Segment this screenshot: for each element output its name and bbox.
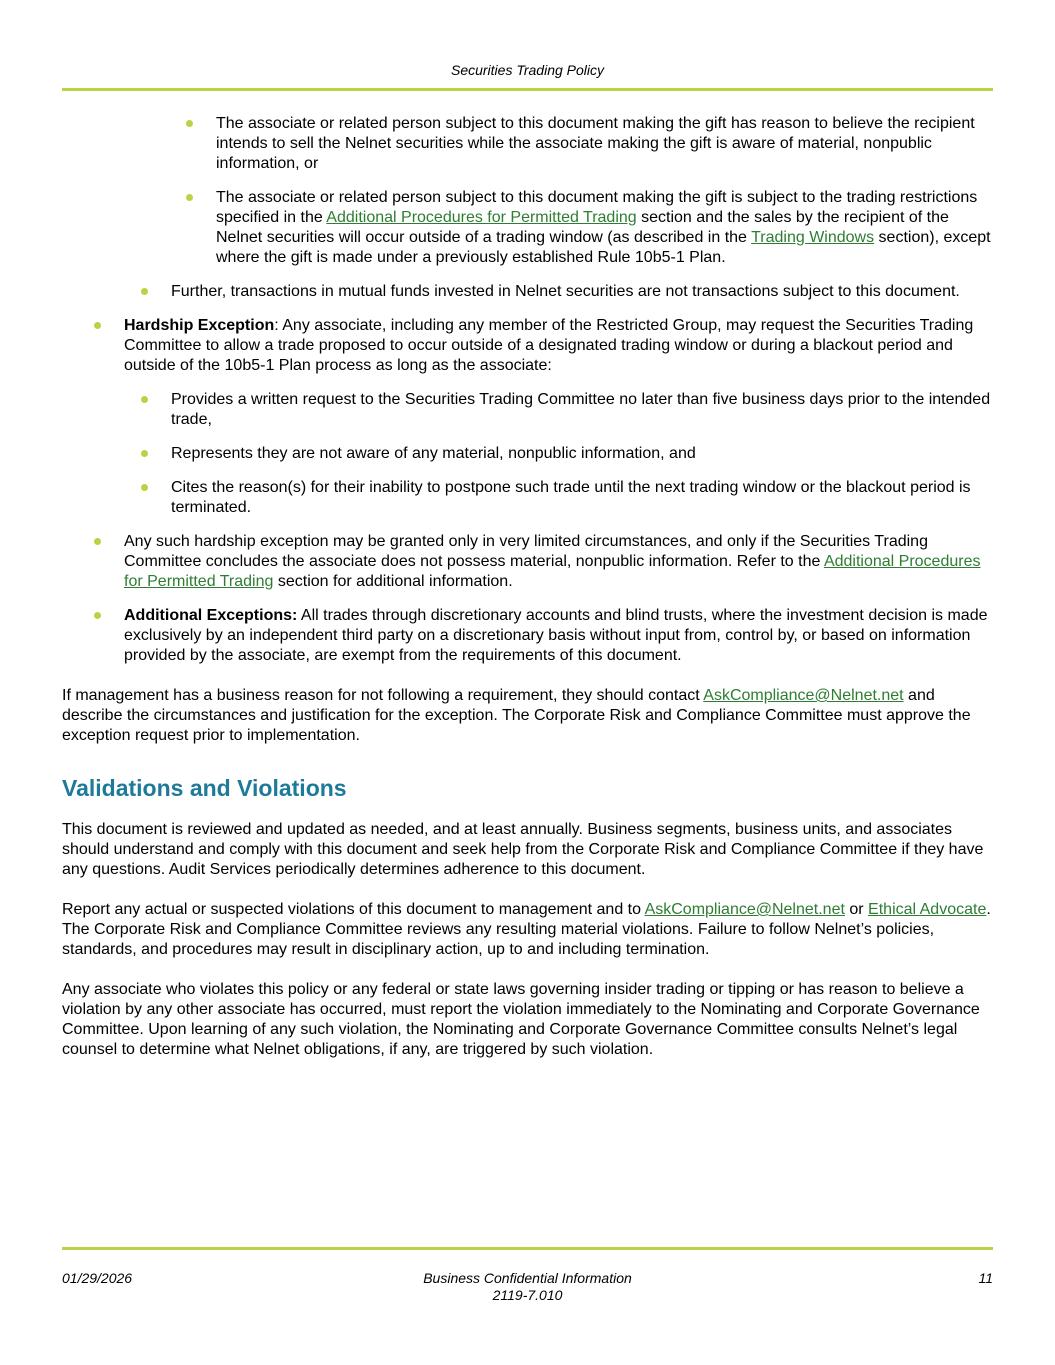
list-item-hardship: Hardship Exception: Any associate, including any member of the Restricted Group, may request the Securities Trading Committee to allow a trade proposed to occur outside of a designated trading window or during a blackout period and outside of the 10b5-1 Plan process as long as the associate: Provides a written request to the Securities Trading Committee no later than five business days prior to the intended trade, Represents they are not aware of any material, nonpublic information, and Cites the reason(s) for their inability to postpone such trade until the next trading window or the blackout period is terminated.: [62, 316, 993, 518]
document-body: [62, 114, 993, 1080]
list-item: The associate or related person subject to this document making the gift is subject to the trading restrictions specified in the Additional Procedures for Permitted Trading section and the sales by the recipient of the Nelnet securities will occur outside of a trading window (as described in the Trading Windows section), except where the gift is made under a previously established Rule 10b5-1 Plan.: [62, 188, 993, 268]
list-item: Further, transactions in mutual funds invested in Nelnet securities are not transactions subject to this document.: [62, 282, 993, 302]
validations-paragraph-1: This document is reviewed and updated as needed, and at least annually. Business segments, business units, and associates should understand and comply with this document and seek help from the Corporate Risk and Compliance Committee if they have any questions. Audit Services periodically determines adherence to this document.: [62, 821, 984, 878]
section-heading-validations: Validations and Violations: [62, 775, 347, 801]
management-paragraph: If management has a business reason for not following a requirement, they should contact AskCompliance@Nelnet.net and describe the circumstances and justification for the exception. The Corporate Risk and Compliance Committee must approve the exception request prior to implementation.: [62, 687, 971, 744]
footer-date: 01/29/2026: [62, 1270, 133, 1286]
page-header: Securities Trading Policy: [450, 62, 605, 78]
link-askcompliance-email[interactable]: AskCompliance@Nelnet.net: [703, 687, 904, 704]
list-item-granted: Any such hardship exception may be granted only in very limited circumstances, and only if the Securities Trading Committee concludes the associate does not possess material, nonpublic information. Refer to the Additional Procedures for Permitted Trading section for additional information.: [62, 532, 993, 592]
link-additional-procedures-2[interactable]: Additional Procedures for Permitted Trading: [124, 553, 981, 590]
exceptions-list: [62, 316, 993, 666]
footer-page-number: 11: [978, 1270, 993, 1286]
list-item: Provides a written request to the Securities Trading Committee no later than five business days prior to the intended trade,: [62, 390, 993, 430]
validations-paragraph-2: Report any actual or suspected violations of this document to management and to AskCompliance@Nelnet.net or Ethical Advocate. The Corporate Risk and Compliance Committee reviews any resulting material violations. Failure to follow Nelnet’s policies, standards, and procedures may result in disciplinary action, up to and including termination.: [62, 901, 991, 958]
link-trading-windows[interactable]: Trading Windows: [751, 229, 875, 246]
list-item: Cites the reason(s) for their inability to postpone such trade until the next trading window or the blackout period is terminated.: [62, 478, 993, 518]
footer-doc-id: 2119-7.010: [492, 1287, 563, 1303]
link-askcompliance-email-2[interactable]: AskCompliance@Nelnet.net: [644, 901, 845, 918]
link-additional-procedures[interactable]: Additional Procedures for Permitted Trading: [326, 209, 637, 226]
link-ethical-advocate[interactable]: Ethical Advocate: [868, 901, 987, 918]
header-divider: [62, 88, 993, 91]
list-item-additional: Additional Exceptions: All trades through discretionary accounts and blind trusts, where the investment decision is made exclusively by an independent third party on a discretionary basis without input from, control by, or based on information provided by the associate, are exempt from the requirements of this document.: [62, 606, 993, 666]
footer-classification-block: [62, 1270, 993, 1304]
footer-classification: Business Confidential Information: [423, 1270, 632, 1286]
hardship-requirements-list: [124, 390, 993, 518]
list-item: Represents they are not aware of any material, nonpublic information, and: [62, 444, 993, 464]
footer-divider: [62, 1247, 993, 1250]
validations-paragraph-3: Any associate who violates this policy or any federal or state laws governing insider trading or tipping or has reason to believe a violation by any other associate has occurred, must report the violation immediately to the Nominating and Corporate Governance Committee. Upon learning of any such violation, the Nominating and Corporate Governance Committee consults Nelnet’s legal counsel to determine what Nelnet obligations, if any, are triggered by such violation.: [62, 981, 980, 1058]
continued-bullet-list: [62, 114, 993, 302]
list-item: The associate or related person subject to this document making the gift has reason to believe the recipient intends to sell the Nelnet securities while the associate making the gift is aware of material, nonpublic information, or: [62, 114, 993, 174]
